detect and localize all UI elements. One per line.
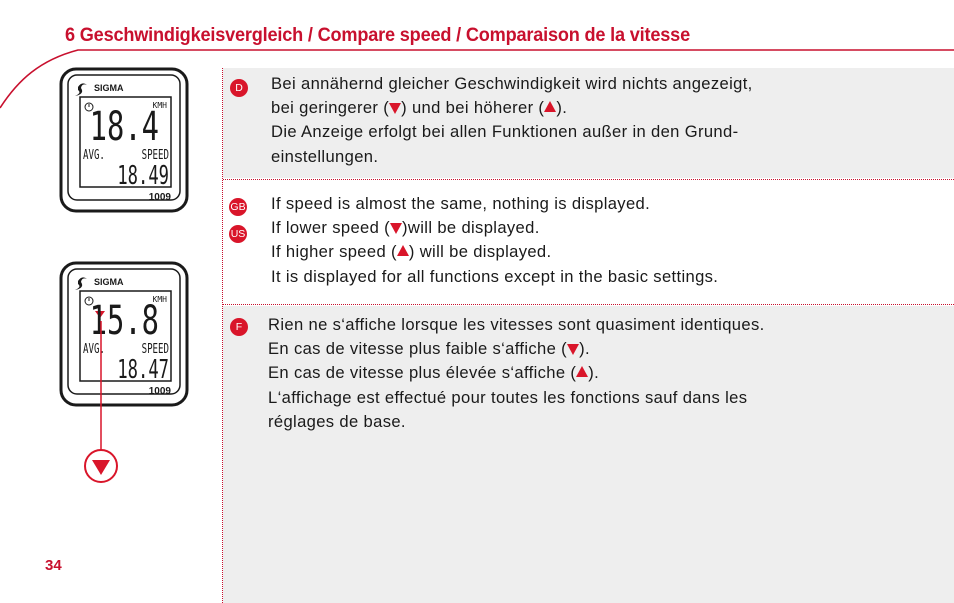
avg-label: AVG. bbox=[83, 147, 105, 163]
unit-label: KMH bbox=[152, 101, 167, 110]
text-line: If speed is almost the same, nothing is displayed. bbox=[271, 194, 651, 213]
speed-label: SPEED bbox=[141, 147, 169, 163]
avg-label: AVG. bbox=[83, 341, 105, 357]
text-fragment: En cas de vitesse plus élevée s‘affiche ( bbox=[268, 363, 577, 383]
language-badge-gb: GB bbox=[229, 198, 247, 216]
french-text bbox=[268, 313, 765, 434]
unit-label: KMH bbox=[152, 295, 167, 304]
arrow-down-circle-icon bbox=[85, 450, 117, 482]
model-label: 1009 bbox=[148, 386, 171, 397]
text-line bbox=[271, 96, 753, 120]
arrow-down-callout bbox=[80, 315, 122, 485]
triangle-down-icon bbox=[567, 344, 579, 355]
average-speed-value: 18.47 bbox=[117, 355, 169, 386]
text-line bbox=[268, 361, 765, 385]
text-fragment: If higher speed ( bbox=[271, 242, 397, 262]
text-line: L‘affichage est effectué pour toutes les fonctions sauf dans les bbox=[268, 387, 748, 407]
triangle-up-icon bbox=[544, 101, 556, 112]
german-text bbox=[271, 72, 753, 169]
text-line: It is displayed for all functions except in the basic settings. bbox=[271, 266, 719, 286]
text-line bbox=[271, 240, 718, 264]
text-fragment: bei geringerer ( bbox=[271, 98, 390, 118]
triangle-down-icon bbox=[389, 103, 401, 114]
text-fragment: En cas de vitesse plus faible s‘affiche ( bbox=[268, 339, 568, 359]
text-fragment: ). bbox=[588, 363, 600, 383]
section-divider bbox=[223, 179, 954, 180]
average-speed-value: 18.49 bbox=[117, 161, 169, 192]
triangle-up-icon bbox=[397, 245, 409, 256]
text-fragment: ) und bei höherer ( bbox=[401, 98, 545, 118]
language-badge-de: D bbox=[230, 79, 248, 97]
triangle-up-icon bbox=[576, 366, 588, 377]
english-text bbox=[271, 192, 718, 289]
text-line: réglages de base. bbox=[268, 411, 406, 431]
language-badge-us: US bbox=[229, 225, 247, 243]
text-fragment: If lower speed ( bbox=[271, 218, 391, 238]
model-label: 1009 bbox=[148, 192, 171, 203]
text-fragment: ) will be displayed. bbox=[408, 242, 552, 262]
text-line: einstellungen. bbox=[271, 146, 379, 166]
text-line bbox=[271, 216, 718, 240]
page-number: 34 bbox=[45, 557, 62, 574]
text-fragment: ). bbox=[579, 339, 590, 359]
text-line bbox=[268, 337, 765, 361]
column-divider bbox=[222, 68, 223, 603]
language-badge-fr: F bbox=[230, 318, 248, 336]
bike-computer-device-1 bbox=[58, 66, 190, 214]
bike-computer-device-2 bbox=[58, 260, 190, 408]
brand-label: SIGMA bbox=[94, 83, 124, 93]
current-speed-value: 15.8 bbox=[89, 298, 159, 345]
text-line: Die Anzeige erfolgt bei allen Funktionen außer in den Grund- bbox=[271, 122, 739, 142]
text-fragment: ). bbox=[556, 98, 568, 118]
brand-label: SIGMA bbox=[94, 277, 124, 287]
text-line: Bei annähernd gleicher Geschwindigkeit wird nichts angezeigt, bbox=[271, 74, 753, 93]
speed-label: SPEED bbox=[141, 341, 169, 357]
text-line: Rien ne s‘affiche lorsque les vitesses sont quasiment identiques. bbox=[268, 315, 765, 334]
current-speed-value: 18.4 bbox=[89, 104, 159, 151]
section-divider bbox=[223, 304, 954, 305]
page-title: 6 Geschwindigkeisvergleich / Compare speed / Comparaison de la vitesse bbox=[65, 24, 690, 46]
triangle-down-icon bbox=[390, 223, 402, 234]
text-fragment: )will be displayed. bbox=[402, 218, 540, 238]
